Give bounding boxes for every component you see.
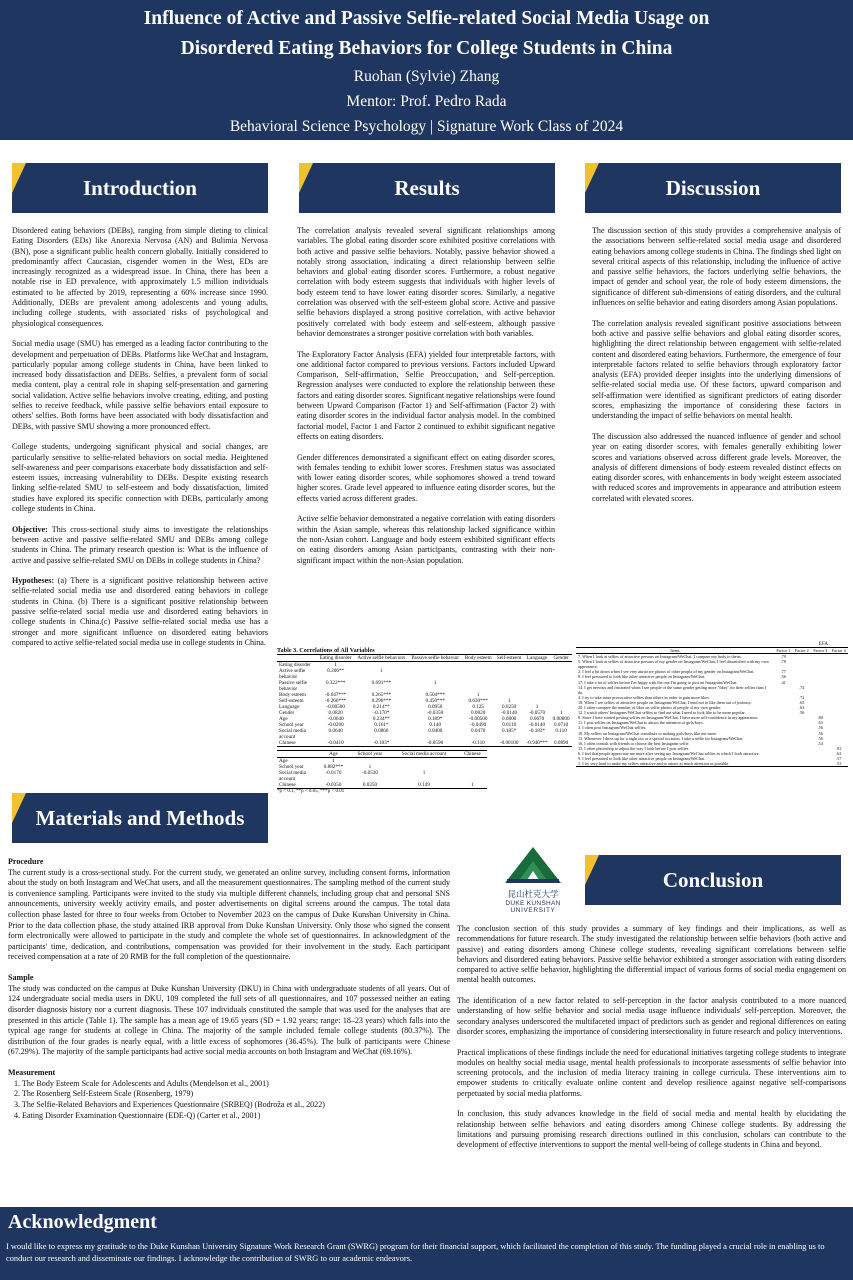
row-label: 11. I post selfies on Instagram/WeChat to attract the attention of girls/boys. xyxy=(578,720,704,726)
correlation-table-block xyxy=(277,647,572,794)
column-header: Factor 4 xyxy=(831,648,846,653)
correlation-table-continued xyxy=(277,750,487,789)
factor-loading-cell xyxy=(793,761,812,767)
row-label: 12. I watch others' Instagram/WeChat selfies to find out what I need to look like to be more popular. xyxy=(578,710,746,716)
factor-loading-cell xyxy=(774,761,793,767)
efa-group-label: EFA xyxy=(818,642,828,647)
objective-label: Objective: xyxy=(12,524,48,534)
correlation-cell: 0.0110 xyxy=(502,722,517,728)
row-label: 9. I feel pressured to look like other attractive people on Instagram/WeChat. xyxy=(578,755,706,761)
methods-heading-text: Materials and Methods xyxy=(35,806,245,830)
factor-loading-cell xyxy=(793,659,812,669)
factor-loading-cell: .63 xyxy=(817,720,823,726)
conclusion-paragraph: Practical implications of these findings include the need for educational initiatives targeting college students to integrate modules on healthy social media usage, mental health professionals to incorporate assessments of selfie behavior into screening protocols, and the inclusion of media literacy training in college curricula. These interventions aim to empower students to critically evaluate online content and develop resilience against negative self-comparisons perpetuated by social media platforms. xyxy=(457,1047,846,1098)
methods-body xyxy=(8,857,450,1121)
correlation-cell: 0.0820 xyxy=(471,710,486,716)
correlation-cell: 0.504*** xyxy=(425,692,445,698)
correlation-cell: -0.183* xyxy=(373,740,390,746)
correlation-cell: 1 xyxy=(380,668,383,674)
objective-text: This cross-sectional study aims to investigate the relationships between active and passive selfie-related SMU and DEBs among college students in China. The primary research question is: What is the influence of active and passive selfie-related SMU on DEBs in college students in China? xyxy=(12,524,268,565)
methods-heading xyxy=(12,793,268,843)
factor-loading-cell: .56 xyxy=(780,674,786,680)
introduction-heading-text: Introduction xyxy=(83,176,197,200)
logo-chinese-name: 昆山杜克大学 xyxy=(507,890,559,900)
correlation-cell: 0.234** xyxy=(372,716,390,722)
row-label: 3. I often post Instagram/WeChat selfies. xyxy=(578,725,647,731)
author-name: Ruohan (Sylvie) Zhang xyxy=(353,68,500,85)
factor-loading-cell: .62 xyxy=(836,750,842,756)
results-paragraph: Active selfie behavior demonstrated a negative correlation with eating disorders within the Asian sample, whereas this relationship lacked significance within the non-Asian cohort. Language and body esteem exhibited significant effects on eating disorders among Asian participants, contrasting with their non-significant impact within the non-Asian population. xyxy=(297,514,555,565)
factor-loading-cell xyxy=(811,761,830,767)
factor-loading-cell: .56 xyxy=(817,735,823,741)
accent-triangle-icon xyxy=(12,793,26,823)
correlation-cell: 0.882*** xyxy=(323,764,344,770)
accent-triangle-icon xyxy=(585,163,599,193)
correlation-cell: 0.450*** xyxy=(425,698,445,704)
correlation-cell: -0.647*** xyxy=(325,692,347,698)
intro-paragraph: College students, undergoing significant physical and social changes, are particularly sensitive to selfie-related behaviors on social media. Heightened self-awareness and peer comparisons exacerbate body dissatisfaction and self-esteem issues, increasing vulnerability to DEBs. Despite existing research linking selfie-related SMU to self-esteem and body dissatisfaction, limited studies have explored its specific connection with DEBs, particularly among college students in China. xyxy=(12,442,268,514)
correlation-table xyxy=(277,654,572,747)
correlation-cell: 0.0890 xyxy=(553,740,569,746)
table-header-row xyxy=(277,655,572,662)
column-header: Eating disorder xyxy=(319,655,352,661)
sample-paragraph: The study was conducted on the campus at Duke Kunshan University (DKU) in China with undergraduate students of all years. Out of 124 undergraduate social media users in DKU, 109 completed the full sets of all questionnaires, and 107 possessed neither an eating disorder diagnosis history nor a current diagnosis. These 107 individuals constituted the sample that was used for the analyses that are presented in this article (Table 1). The sample has a mean age of 19.65 years (SD = 1.92 years; range: 18–23 years) which falls into the typical age range for students at college in China. The majority of the sample included female college students (80.37%). The distribution of the four grades is nearly equal, with a little excess of sophomores (36.45%). The bulk of participants were Chinese (67.29%). The majority of the sample participants had active social media accounts on both Instagram and WeChat (69.16%). xyxy=(8,983,450,1057)
results-paragraph: The Exploratory Factor Analysis (EFA) yielded four interpretable factors, with one additional factor compared to previous versions. Factors included Upward Comparison, Self-affirmation, Selfie Preoccupation, and Self-perception. Regression analyses were conducted to explore the relationship between these factors and eating disorder scores. Significant negative relationships were found between Upward Comparison (Factor 1) and Self-affirmation (Factor 2) with eating disorder scores in the individual factor analysis model. In the combined factorial model, Factor 1 and Factor 2 continued to exhibit significant negative effects on eating disorders. xyxy=(297,349,555,441)
table-header-row xyxy=(277,751,487,758)
intro-paragraph: Social media usage (SMU) has emerged as a leading factor contributing to the development and perpetuation of DEBs. Platforms like WeChat and Instagram, particularly popular among college students in China, have been linked to increased body dissatisfaction and DEBs. Selfies, a prevalent form of social media content, play a central role in shaping self-presentation and garnering social validation. Active selfie behaviors involve creating, editing, and posting selfies to receive feedback, while passive selfie behaviors entail exposure to others' selfies. Both forms have been associated with body dissatisfaction and DEBs, with passive SMU showing a more pronounced effect. xyxy=(12,339,268,431)
table-row xyxy=(277,782,487,789)
mentor-name: Mentor: Prof. Pedro Rada xyxy=(346,93,507,110)
discussion-heading-text: Discussion xyxy=(665,176,761,200)
correlation-cell: 0.0250 xyxy=(362,782,378,788)
measurement-item: 4. Eating Disorder Examination Questionnaire (EDE-Q) (Carter et al., 2001) xyxy=(14,1110,261,1120)
table-note: *p < 0.1, **p < 0.05, ***p < 0.01 xyxy=(277,789,345,794)
row-label: 20. I often compare the number of likes on selfie photos of people of my own gender. xyxy=(578,705,722,711)
factor-loading-cell: .65 xyxy=(799,699,805,705)
column-header: Age xyxy=(329,751,338,757)
poster-title-line2: Disordered Eating Behaviors for College Students in China xyxy=(180,38,673,59)
introduction-heading xyxy=(12,163,268,213)
row-label: 15. I often photoshop to adjust the way I look before I post selfies. xyxy=(578,745,690,751)
correlation-cell: 0.0710 xyxy=(553,722,569,728)
correlation-cell: 0.189* xyxy=(428,716,443,722)
correlation-cell xyxy=(550,668,572,680)
correlation-cell: 1 xyxy=(332,758,335,764)
hypotheses-paragraph xyxy=(12,576,268,648)
factor-loading-cell xyxy=(811,685,830,695)
accent-triangle-icon xyxy=(299,163,313,193)
factor-loading-cell xyxy=(811,659,830,669)
column-header xyxy=(277,751,317,758)
discussion-paragraph: The discussion also addressed the nuanced influence of gender and school year on eating disorder scores, with females generally exhibiting lower scores and variations observed across different grade levels. Moreover, the analysis of different dimensions of body esteem revealed distinct effects on eating disorder scores, with enhancements in body weight esteem associated with reduced scores and improvements in appearance and attribution esteem correlated with elevated scores. xyxy=(592,431,841,503)
correlation-cell: -0.0590 xyxy=(427,740,444,746)
correlation-cell xyxy=(550,680,572,692)
correlation-cell: 0.185* xyxy=(502,728,517,734)
conclusion-paragraph: The identification of a new factor related to self-perception in the factor analysis contributed to a more nuanced understanding of how selfie behavior and social media usage influence individuals' self-perception. Moreover, the secondary analyses underscored the multifaceted impact of predictors such as gender and regional differences on eating disorder scores, emphasizing the importance of considering intersectionality in future research and policy interventions. xyxy=(457,996,846,1036)
factor-loading-cell: .56 xyxy=(817,730,823,736)
correlation-cell xyxy=(524,668,550,680)
correlation-cell: -0.0170 xyxy=(325,770,342,776)
correlation-cell: 1 xyxy=(535,704,539,710)
hypotheses-text: (a) There is a significant positive relationship between active selfie-related social media use and disordered eating behaviors in college students in China. (b) There is a significant positive relationship between passive selfie-related social media use and disordered eating behaviors in college students in China.(c) Passive selfie-related social media use has a stronger and more significant influence on disordered eating behaviors compared to active selfie-related social media use in college students in China. xyxy=(12,576,268,647)
measurement-item: 2. The Rosenberg Self-Esteem Scale (Rosenberg, 1979) xyxy=(14,1089,194,1099)
correlation-cell: 0.0640 xyxy=(328,728,343,734)
row-label: 13. Whenever I dress up for a night out or a special occasion, I take a selfie for Instagram/WeChat. xyxy=(578,735,744,741)
row-label: 10. My selfies on Instagram/WeChat contribute to making girls/boys like me more. xyxy=(578,730,718,736)
row-label: 5. When I look at selfies of attractive persons of my gender on Instagram/WeChat, I feel dissatisfied with my own appearance. xyxy=(578,659,769,670)
correlation-cell: -0.110 xyxy=(471,740,485,746)
discussion-body xyxy=(592,226,841,514)
hypotheses-label: Hypotheses: xyxy=(12,576,55,586)
table-row xyxy=(277,770,487,782)
row-label: 9. I feel pressured to look like other attractive people on Instagram/WeChat. xyxy=(578,674,706,680)
measurement-list xyxy=(8,1079,450,1121)
correlation-cell: -0.0410 xyxy=(327,740,344,746)
row-label: Active selfie behavior xyxy=(279,668,306,680)
row-label: Eating disorder xyxy=(279,662,311,668)
results-body xyxy=(297,226,555,576)
correlation-cell: 0.206** xyxy=(327,668,345,674)
duke-kunshan-logo xyxy=(497,843,569,915)
column-header: School year xyxy=(357,751,383,757)
row-label: Social media account xyxy=(279,728,306,740)
correlation-cell: -0.266*** xyxy=(325,698,347,704)
accent-triangle-icon xyxy=(585,855,599,885)
factor-loading-cell: .54 xyxy=(817,740,823,746)
correlation-cell xyxy=(408,668,462,680)
table-row xyxy=(576,761,848,767)
correlation-cell: -0.0140 xyxy=(529,722,546,728)
correlation-cell: -0.0140 xyxy=(501,710,518,716)
mountain-logo-icon xyxy=(497,843,569,885)
correlation-cell: -0.0200 xyxy=(327,722,344,728)
row-label: 16. I often consult with friends to choose the best Instagram selfie. xyxy=(578,740,690,746)
factor-loading-cell: .79 xyxy=(780,654,786,660)
correlation-cell: 0.140 xyxy=(429,722,442,728)
factor-loading-cell: .41 xyxy=(780,679,786,685)
correlation-cell: 0.296*** xyxy=(371,698,392,704)
correlation-cell: -0.0350 xyxy=(325,782,342,788)
column-header: Factor 1 xyxy=(776,648,791,653)
row-label: Self-esteem xyxy=(279,698,304,704)
correlation-cell: -0.940*** xyxy=(526,740,548,746)
program-line: Behavioral Science Psychology | Signature Work Class of 2024 xyxy=(229,118,624,135)
correlation-cell: 0.125 xyxy=(472,704,484,710)
correlation-cell: 0.149 xyxy=(418,782,430,788)
efa-table-block xyxy=(576,642,848,767)
conclusion-body xyxy=(457,924,846,1161)
factor-loading-cell xyxy=(830,659,849,669)
row-label: 14. I get nervous and frustrated when I see people of the same gender getting more "likes" for their selfies than I do. xyxy=(578,684,767,695)
row-label: 1. I try very hard to make my selfies attractive and to attract as much attention as possible. xyxy=(578,761,730,767)
correlation-cell: 0.0950 xyxy=(428,704,443,710)
column-header: Gender xyxy=(553,655,569,661)
factor-loading-cell: .77 xyxy=(780,669,786,675)
discussion-paragraph: The correlation analysis revealed significant positive associations between both active and passive selfie behaviors and global eating disorder scores, highlighting the direct relationship between engagement with selfie-related content and disordered eating behaviors. Furthermore, the emergence of four interpretable factors related to selfie behaviors through exploratory factor analysis (EFA) provided deeper insights into the underlying dimensions of selfie-related social media use. Of these factors, upward comparison and self-affirmation were identified as significant predictors of eating disorder scores, emphasizing the importance of considering these factors in understanding the impact of selfie behaviors on mental health. xyxy=(592,318,841,421)
row-label: School year xyxy=(279,722,304,728)
results-heading-text: Results xyxy=(394,176,460,200)
row-label: 8. Since I have started posting selfies on Instagram/WeChat, I have more self-confidence in my appearance. xyxy=(578,715,759,721)
row-label: 2. I feel a bit down when I see very attractive photos of other people of my gender on Instagram/WeChat. xyxy=(578,669,755,675)
correlation-cell: 1 xyxy=(507,698,511,704)
column-header: Active selfie behaviors xyxy=(357,655,406,661)
intro-paragraph: Disordered eating behaviors (DEBs), ranging from simple dieting to clinical Eating Disorders (EDs) like Anorexia Nervosa (AN) and Bulimia Nervosa (BN), pose a significant public health concern globally. Initially considered to predominantly affect Caucasian, cisgender women in the West, EDs are increasingly recognized as a widespread issue. In China, there has been a notable rise in ED prevalence, with approximately 1.5 million individuals estimated to be affected by 2019, representing a 60% increase since 1990. Additionally, DEBs are prevalent among adolescents and young adults, including college students, with associated risks of psychological and physiological consequences. xyxy=(12,226,268,328)
sample-heading: Sample xyxy=(8,973,34,983)
correlation-cell xyxy=(458,770,487,782)
correlation-cell: 0.00800 xyxy=(552,716,570,722)
factor-loading-cell: .56 xyxy=(799,710,805,716)
correlation-cell: 0.0670 xyxy=(529,716,545,722)
column-header: Factor 3 xyxy=(813,648,828,653)
correlation-cell: 0.0470 xyxy=(471,728,486,734)
column-header: Passive selfie behavior xyxy=(411,655,459,661)
row-label: Chinese xyxy=(279,782,296,788)
logo-english-name-2: UNIVERSITY xyxy=(510,907,556,914)
column-header: Factor 2 xyxy=(794,648,809,653)
table-caption: Table 3. Correlations of All Variables xyxy=(277,647,375,654)
table-row xyxy=(576,685,848,695)
row-label: School year xyxy=(279,764,304,770)
correlation-cell: -0.170* xyxy=(373,710,390,716)
logo-english-name: DUKE KUNSHAN xyxy=(505,900,561,907)
objective-paragraph xyxy=(12,525,268,566)
column-header: Language xyxy=(526,655,548,661)
correlation-cell: -0.00500 xyxy=(326,704,345,710)
factor-loading-cell: .56 xyxy=(817,725,823,731)
factor-loading-cell: .63 xyxy=(799,705,805,711)
table-row xyxy=(277,680,572,692)
measurement-item: 3. The Selfie-Related Behaviors and Experiences Questionnaire (SRBEQ) (Bodroža et al., 2022) xyxy=(14,1100,325,1110)
conclusion-heading-text: Conclusion xyxy=(662,868,764,892)
correlation-cell: 0.691*** xyxy=(371,680,392,686)
correlation-cell: 1 xyxy=(476,692,480,698)
correlation-cell: -0.183* xyxy=(529,728,546,734)
correlation-cell: -0.00500 xyxy=(468,716,488,722)
correlation-cell: -0.0530 xyxy=(361,770,378,776)
acknowledgment-section xyxy=(0,1207,853,1280)
column-header xyxy=(277,655,317,662)
factor-loading-cell: .72 xyxy=(799,694,805,700)
table-row xyxy=(277,728,572,740)
conclusion-paragraph: In conclusion, this study advances knowledge in the field of social media and mental health by elucidating the relationship between selfie behaviors and eating disorders among Chinese college students. By addressing the limitations and pursuing promising research directions outlined in this conclusion, scholars can contribute to the development of effective interventions to support the mental well-being of college students in China and beyond. xyxy=(457,1109,846,1150)
factor-loading-cell: .57 xyxy=(836,755,842,761)
correlation-cell: 1 xyxy=(433,680,437,686)
correlation-cell: -0.0570 xyxy=(529,710,546,716)
row-label: Age xyxy=(279,716,288,722)
row-label: Passive selfie behavior xyxy=(279,680,308,692)
correlation-cell: 0.214** xyxy=(372,704,390,710)
discussion-heading xyxy=(585,163,841,213)
correlation-cell: 1 xyxy=(368,764,372,770)
row-label: Language xyxy=(279,704,300,710)
poster-title-line1: Influence of Active and Passive Selfie-related Social Media Usage on xyxy=(143,8,710,29)
correlation-cell: -0.0490 xyxy=(470,722,487,728)
correlation-cell: 0.161* xyxy=(374,722,389,728)
factor-loading-cell: .78 xyxy=(780,659,786,665)
correlation-cell: -0.0640 xyxy=(327,716,344,722)
row-label: Gender xyxy=(279,710,295,716)
row-label: 17. I take a lot of selfies before I'm happy with the one I'm going to post on Instagram/WeChat. xyxy=(578,679,738,685)
correlation-cell: 0.322*** xyxy=(325,680,346,686)
correlation-cell: 1 xyxy=(334,662,337,668)
discussion-paragraph: The discussion section of this study provides a comprehensive analysis of the associations between selfie-related social media usage and disordered eating behaviors among college students in China. The findings shed light on several critical aspects of this relationship, including the influence of active and passive selfie behaviors, the factors underlying selfie behaviors, the impact of gender and school year, the role of body esteem dimensions, the significance of different sub-dimensions of eating disorders, and the cultural influences on selfie behavior and eating disorders among Asian populations. xyxy=(592,226,841,308)
row-label: 4. I try to take more provocative selfies than others in order to gain more likes. xyxy=(578,694,710,700)
correlation-cell xyxy=(524,680,550,692)
correlation-cell: 0.0400 xyxy=(428,728,443,734)
table-row xyxy=(576,659,848,669)
correlation-cell: 1 xyxy=(422,770,426,776)
factor-loading-cell: .80 xyxy=(817,715,823,721)
column-header: Chinese xyxy=(464,751,481,757)
results-heading xyxy=(299,163,555,213)
correlation-cell: 0.0250 xyxy=(502,704,517,710)
correlation-cell xyxy=(462,668,494,680)
column-header: Body esteem xyxy=(464,655,492,661)
measurement-item: 1. The Body Esteem Scale for Adolescents and Adults (Mendelson et al., 2001) xyxy=(14,1078,269,1088)
correlation-cell xyxy=(494,680,524,692)
measurement-heading: Measurement xyxy=(8,1068,56,1078)
correlation-cell: 0.0860 xyxy=(374,728,389,734)
correlation-cell: 1 xyxy=(559,710,563,716)
column-header: Items xyxy=(670,648,680,653)
factor-loading-cell xyxy=(774,685,793,695)
conclusion-heading xyxy=(585,855,841,905)
correlation-cell: -0.00100 xyxy=(499,740,519,746)
column-header: Social media account xyxy=(401,751,447,757)
poster-header xyxy=(0,0,853,140)
accent-triangle-icon xyxy=(12,163,26,193)
table-row xyxy=(277,740,572,747)
row-label: 6. I feel that people appreciate me more after seeing my Instagram/WeChat selfies in which I look attractive. xyxy=(578,750,760,756)
row-label: 18. When I see selfies of attractive people on Instagram/WeChat, I tend not to like them out of jealousy. xyxy=(578,699,752,705)
correlation-cell: 0.265*** xyxy=(371,692,392,698)
efa-table xyxy=(576,647,848,767)
acknowledgment-text: I would like to express my gratitude to the Duke Kunshan University Signature Work Research Grant (SWRG) program for their financial support, which facilitated the completion of this study. The funding played a crucial role in enabling us to conduct our research and disseminate our findings. I acknowledge the contribution of SWRG to our academic endeavors. xyxy=(6,1242,825,1263)
correlation-cell: 0.0820 xyxy=(328,710,343,716)
factor-loading-cell xyxy=(830,685,849,695)
results-paragraph: Gender differences demonstrated a significant effect on eating disorder scores, with females tending to exhibit lower scores. Freshmen status was associated with lower eating disorder scores, while sophomores showed a trend toward higher scores. Grade level appeared to influence eating disorder scores, but the effects varied across different grades. xyxy=(297,452,555,503)
introduction-body xyxy=(12,226,268,658)
row-label: Social media account xyxy=(279,770,306,782)
acknowledgment-heading: Acknowledgment xyxy=(8,1211,157,1233)
factor-loading-cell: .53 xyxy=(836,761,842,767)
correlation-cell: -0.0350 xyxy=(427,710,444,716)
conclusion-paragraph: The conclusion section of this study provides a summary of key findings and their implications, as well as recommendations for future research. The study investigated the relationship between selfie behaviors (both active and passive) and eating disorders among Chinese college students, revealing significant correlations between selfie behaviors and disordered eating behaviors. Passive selfie behavior exhibited a stronger association with eating disorders compared to active selfie behavior, highlighting the differential impact of various forms of social media engagement on mental health outcomes. xyxy=(457,924,846,985)
column-header: Self-esteem xyxy=(496,655,522,661)
factor-loading-cell: .81 xyxy=(836,745,842,751)
procedure-heading: Procedure xyxy=(8,857,44,866)
correlation-cell: 0.630*** xyxy=(468,698,488,704)
row-label: Chinese xyxy=(279,740,296,746)
correlation-cell: 0.0800 xyxy=(502,716,517,722)
correlation-cell: 1 xyxy=(471,782,474,788)
correlation-cell xyxy=(494,668,524,680)
row-label: Age xyxy=(279,758,288,764)
table-row xyxy=(277,668,572,680)
correlation-cell: 0.110 xyxy=(555,728,567,734)
correlation-cell xyxy=(462,680,494,692)
procedure-paragraph: The current study is a cross-sectional study. For the current study, we generated an online survey, including consent forms, information about the study on both Instagram and WeChat users, and all the measurement questionnaires. The sampling method of the current study is convenience sampling. Participants were invited to the study via multiple different channels, including group chat and personal SNS announcements, university weekly activity emails, and poster advertisements on digital screens around the campus. The total data collection phase lasted for three to four weeks from October to November 2023 on the campus of Duke Kunshan University in China. Prior to the data collection phase, the study attained IRB approval from Duke Kunshan University. Only those who signed the consent form electronically were allowed to participate in the study and complete the whole set of questionnaires. In acknowledgment of the participants' time, dedication, and contributions, compensation was provided for their involvement in the study. Each participant received compensation at a rate of 20 RMB for the full completion of the questionnaire. xyxy=(8,867,450,962)
factor-loading-cell: .74 xyxy=(799,684,805,690)
row-label: Body esteem xyxy=(279,692,306,698)
row-label: 7. When I look at selfies of attractive persons on Instagram/WeChat, I compare my body to theirs. xyxy=(578,654,742,660)
results-paragraph: The correlation analysis revealed several significant relationships among variables. The global eating disorder score exhibited positive correlations with both active and passive selfie behaviors. Notably, passive behavior showed a notably strong association, indicating a direct relationship between selfie behaviors and global eating disorder scores. Furthermore, a robust negative correlation with body esteem suggests that individuals with higher levels of body esteem tend to have lower eating disorder scores. Similarly, a negative correlation was observed with the self-esteem global score. Active and passive selfie behaviors displayed a strong positive correlation, with active behavior positively correlated with body esteem and self-esteem, although passive behavior demonstrates a stronger positive correlation with both variables. xyxy=(297,226,555,338)
